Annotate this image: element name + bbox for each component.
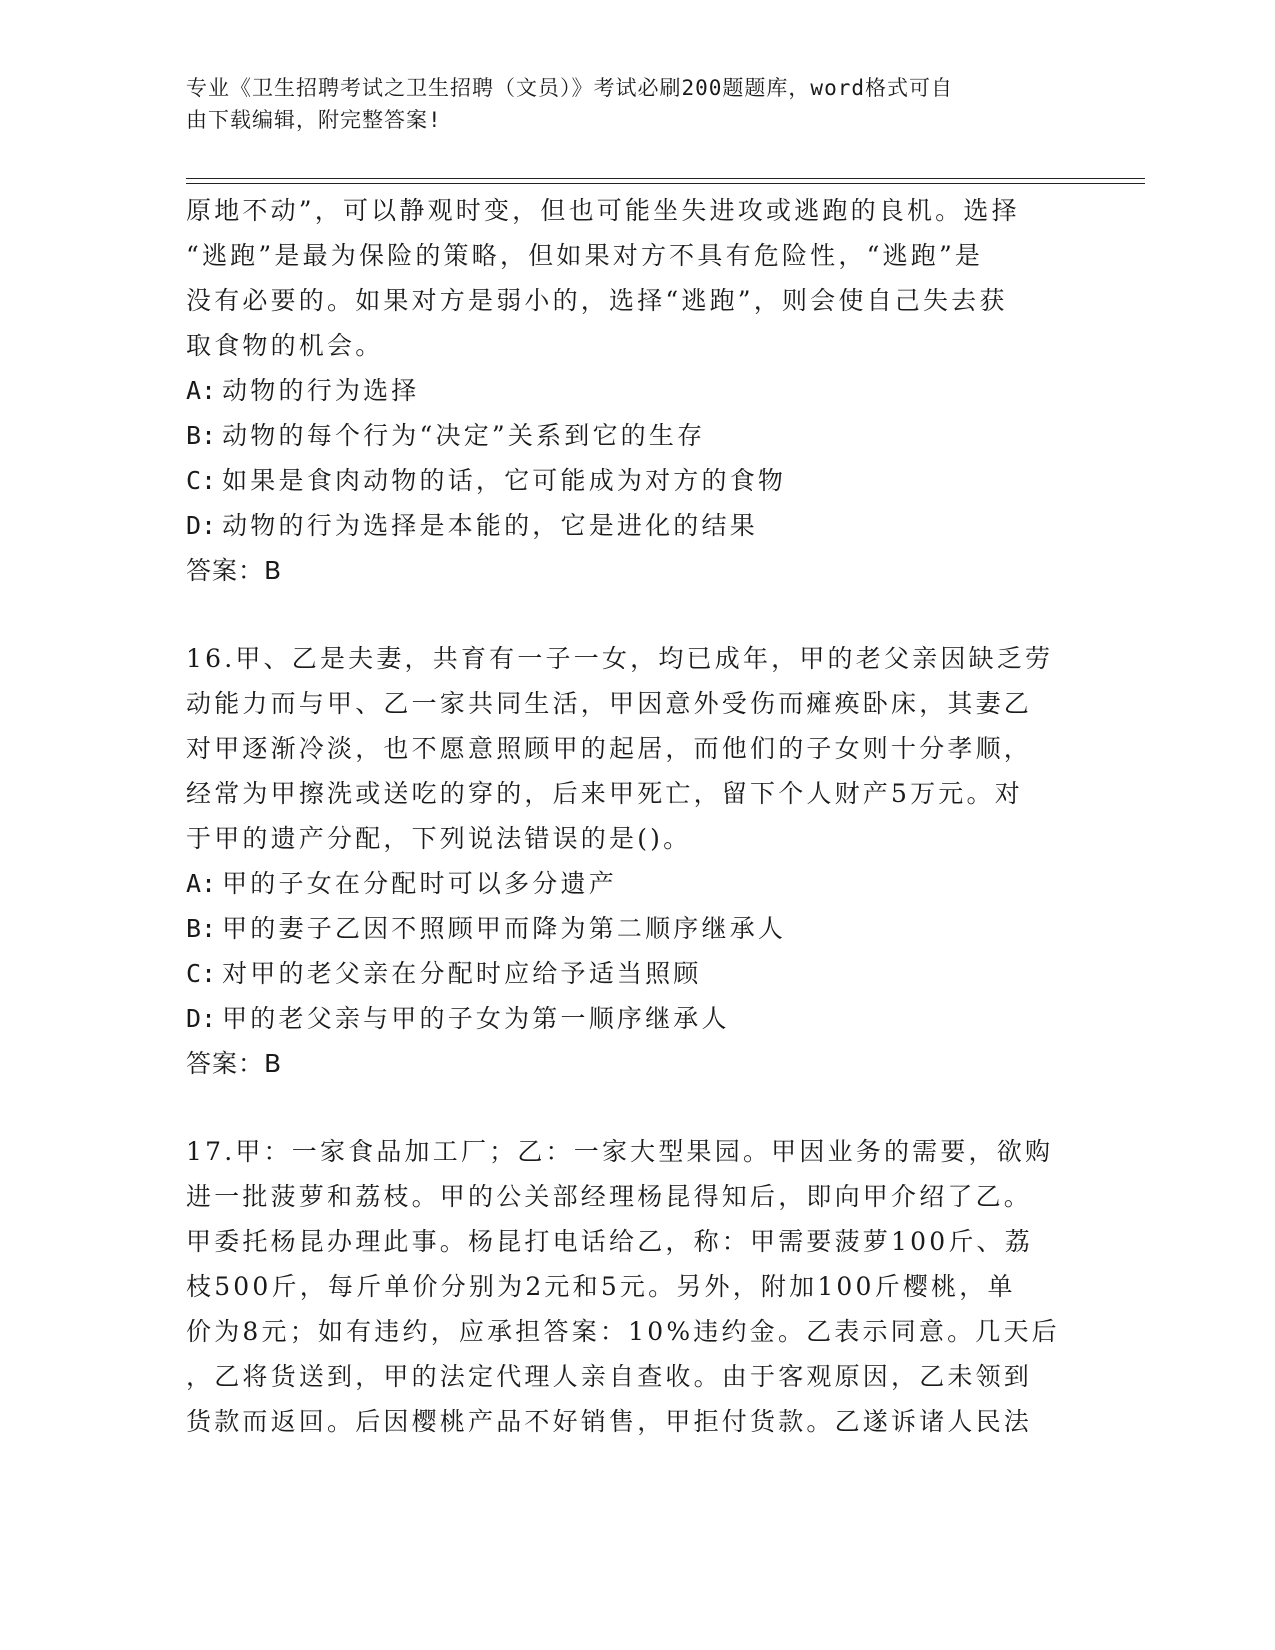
question-spacer [186,593,1086,636]
question-stem-line: 于甲的遗产分配，下列说法错误的是()。 [186,824,692,853]
question-17 [186,1129,1086,1444]
option-c [186,951,1086,996]
header-title-line-1: 专业《卫生招聘考试之卫生招聘（文员）》考试必刷200题题库，word格式可自 [186,76,953,100]
option-text: 动物的行为选择 [222,376,420,405]
option-text: 动物的每个行为“决定”关系到它的生存 [222,421,706,450]
option-b [186,906,1086,951]
question-stem-line: 取食物的机会。 [186,331,384,360]
header-rule-top [186,178,1145,179]
question-stem-line: “逃跑”是最为保险的策略，但如果对方不具有危险性，“逃跑”是 [186,241,984,270]
option-text: 甲的子女在分配时可以多分遗产 [222,869,617,898]
question-stem-line: 17.甲：一家食品加工厂；乙：一家大型果园。甲因业务的需要，欲购 [186,1137,1054,1166]
question-stem-line: 没有必要的。如果对方是弱小的，选择“逃跑”，则会使自己失去获 [186,286,1008,315]
option-letter: D: [186,511,217,540]
option-letter: A: [186,376,217,405]
option-letter: B: [186,914,217,943]
question-stem-line: ，乙将货送到，甲的法定代理人亲自查收。由于客观原因，乙未领到 [186,1362,1033,1391]
question-stem-line: 枝500斤，每斤单价分别为2元和5元。另外，附加100斤樱桃，单 [186,1272,1016,1301]
page-header [186,72,1066,136]
option-letter: C: [186,959,217,988]
question-spacer [186,1086,1086,1129]
option-c [186,458,1086,503]
option-d [186,503,1086,548]
question-stem-line: 原地不动”，可以静观时变，但也可能坐失进攻或逃跑的良机。选择 [186,196,1020,225]
option-text: 甲的老父亲与甲的子女为第一顺序继承人 [222,1004,730,1033]
option-text: 对甲的老父亲在分配时应给予适当照顾 [222,959,702,988]
document-body [186,188,1086,1444]
question-15 [186,188,1086,593]
answer-line: 答案：B [186,1049,283,1078]
question-stem-line: 进一批菠萝和荔枝。甲的公关部经理杨昆得知后，即向甲介绍了乙。 [186,1182,1033,1211]
question-stem-line: 对甲逐渐冷淡，也不愿意照顾甲的起居，而他们的子女则十分孝顺， [186,734,1033,763]
option-a [186,861,1086,906]
option-letter: D: [186,1004,217,1033]
question-16 [186,636,1086,1086]
option-a [186,368,1086,413]
option-letter: C: [186,466,217,495]
answer-line: 答案：B [186,556,283,585]
question-stem-line: 动能力而与甲、乙一家共同生活，甲因意外受伤而瘫痪卧床，其妻乙 [186,689,1033,718]
option-text: 甲的妻子乙因不照顾甲而降为第二顺序继承人 [222,914,787,943]
option-letter: A: [186,869,217,898]
header-title-line-2: 由下载编辑，附完整答案! [186,108,442,132]
option-d [186,996,1086,1041]
question-stem-line: 甲委托杨昆办理此事。杨昆打电话给乙，称：甲需要菠萝100斤、荔 [186,1227,1033,1256]
question-stem-line: 价为8元；如有违约，应承担答案：10%违约金。乙表示同意。几天后 [186,1317,1060,1346]
question-stem-line: 货款而返回。后因樱桃产品不好销售，甲拒付货款。乙遂诉诸人民法 [186,1407,1033,1436]
option-letter: B: [186,421,217,450]
question-stem-line: 经常为甲擦洗或送吃的穿的，后来甲死亡，留下个人财产5万元。对 [186,779,1023,808]
option-text: 如果是食肉动物的话，它可能成为对方的食物 [222,466,787,495]
option-b [186,413,1086,458]
question-stem-line: 16.甲、乙是夫妻，共育有一子一女，均已成年，甲的老父亲因缺乏劳 [186,644,1054,673]
header-rule-bottom [186,183,1145,184]
option-text: 动物的行为选择是本能的，它是进化的结果 [222,511,758,540]
